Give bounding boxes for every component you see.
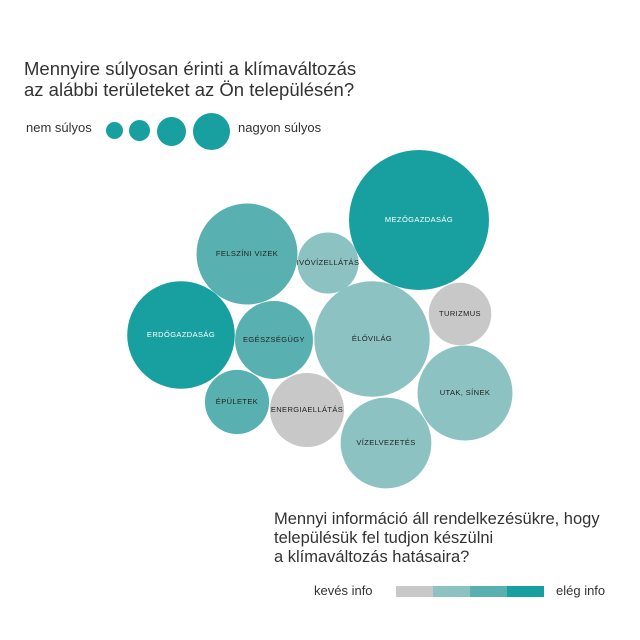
size-legend-low-label: nem súlyos <box>26 120 92 135</box>
info-title-line-2: településük fel tudjon készülni <box>274 529 494 547</box>
color-legend-segment-3 <box>470 586 507 597</box>
bubble-label-felszini-vizek: FELSZÍNI VIZEK <box>215 248 279 258</box>
info-title-line-3: a klímaváltozás hatásaira? <box>274 548 470 566</box>
info-legend-title <box>274 510 600 567</box>
info-title-line-1: Mennyi információ áll rendelkezésükre, hogy <box>274 510 600 528</box>
color-legend-segment-4 <box>507 586 544 597</box>
bubble-label-ivovizellatas: IVÓVÍZELLÁTÁS <box>296 257 360 267</box>
bubble-label-utak-sinek: UTAK, SÍNEK <box>439 387 491 397</box>
bubble-label-energiaellatas: ENERGIAELLÁTÁS <box>270 404 344 414</box>
bubble-label-vizelvezetes: VÍZELVEZETÉS <box>356 437 416 447</box>
chart-title-line-1: Mennyire súlyosan érinti a klímaváltozás <box>24 58 357 79</box>
bubble-label-turizmus: TURIZMUS <box>439 308 481 318</box>
color-legend-segment-1 <box>396 586 433 597</box>
bubble-label-erdogazdasag: ERDŐGAZDASÁG <box>146 329 216 339</box>
bubble-label-elovilag: ÉLŐVILÁG <box>351 333 393 343</box>
bubble-label-egeszsegugy: EGÉSZSÉGÜGY <box>243 334 305 344</box>
color-legend-high-label: elég info <box>556 583 606 598</box>
color-legend-low-label: kevés info <box>314 583 373 598</box>
color-legend-segment-2 <box>433 586 470 597</box>
size-legend-high-label: nagyon súlyos <box>238 120 322 135</box>
bubble-label-epuletek: ÉPÜLETEK <box>215 396 259 406</box>
chart-title-line-2: az alábbi területeket az Ön településén? <box>24 79 355 100</box>
color-legend <box>310 582 630 602</box>
bubble-label-mezogazdasag: MEZŐGAZDASÁG <box>384 214 454 224</box>
